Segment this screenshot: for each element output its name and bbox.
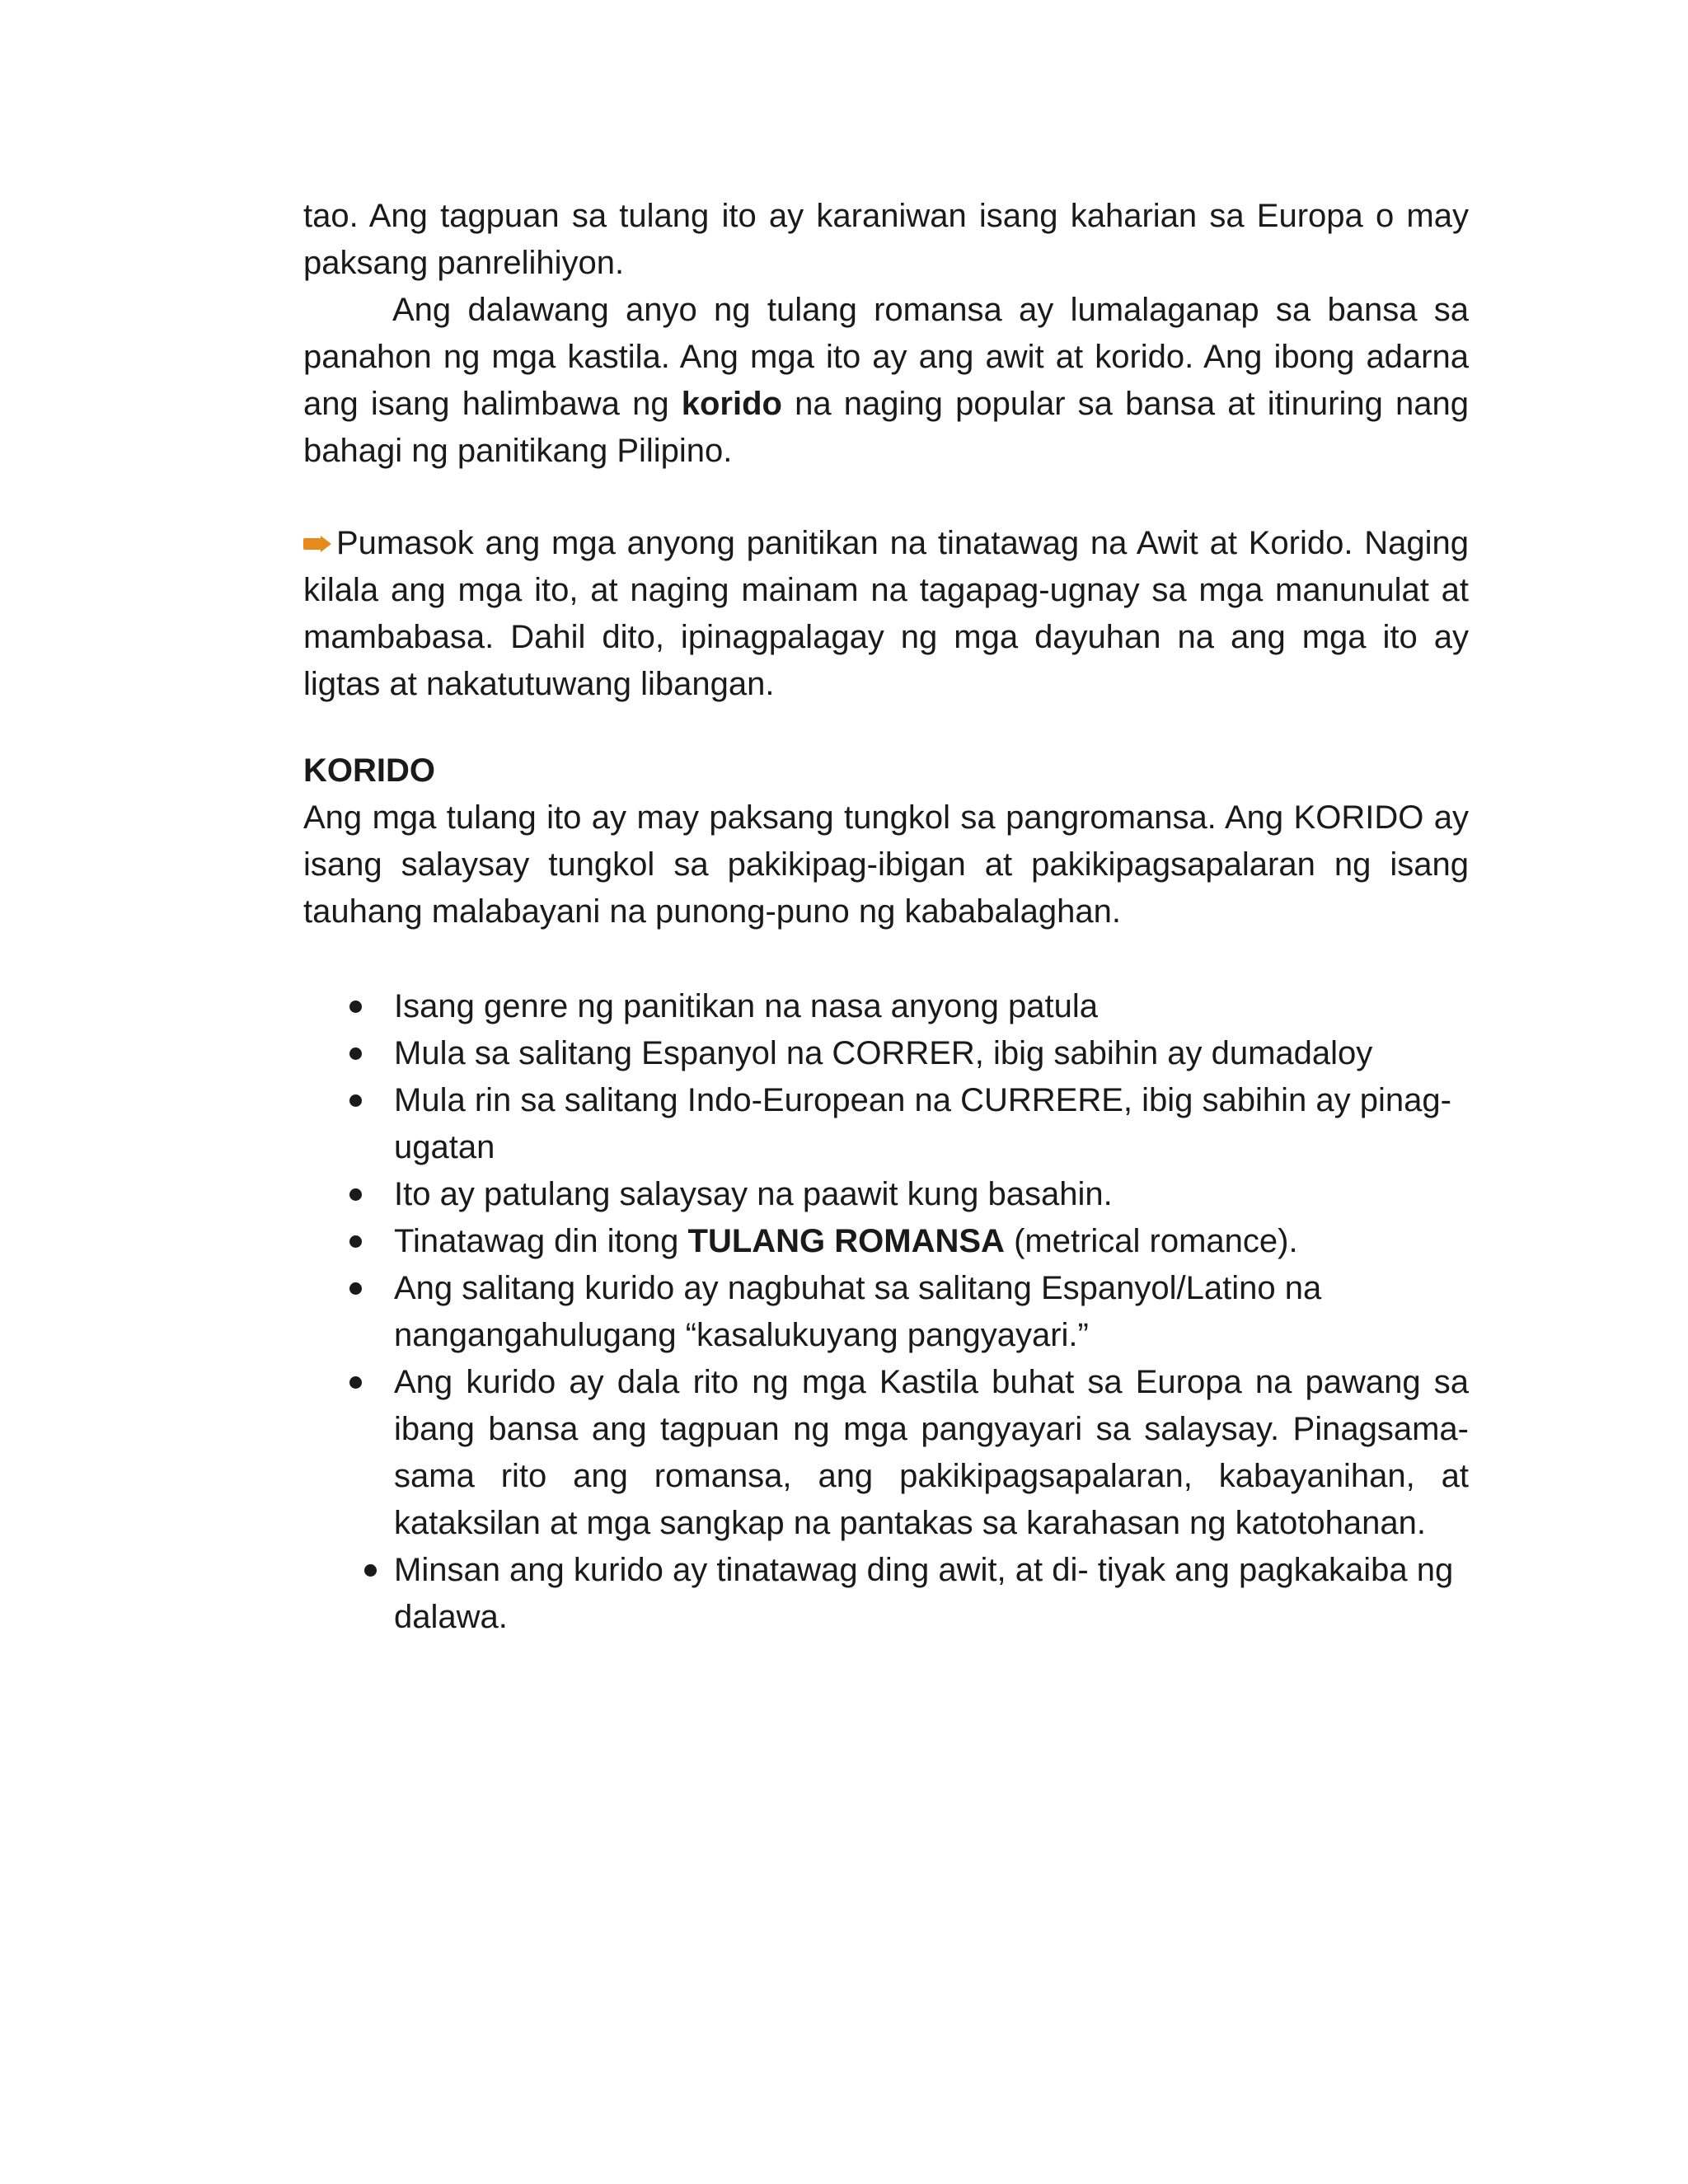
bullet-icon	[349, 1376, 362, 1389]
bullet-icon	[349, 1282, 362, 1295]
list-item	[303, 1265, 1469, 1359]
list-item-text: Mula rin sa salitang Indo-European na CURRERE, ibig sabihin ay pinag-ugatan	[394, 1082, 1451, 1165]
list-item	[303, 1547, 1469, 1641]
tulang-romansa-emphasis: TULANG ROMANSA	[687, 1223, 1005, 1259]
spacer	[303, 935, 1469, 983]
list-item-text: Ang salitang kurido ay nagbuhat sa salitang Espanyol/Latino na nangangahulugang “kasalukuyang pangyayari.”	[394, 1270, 1322, 1353]
bullet-icon	[349, 1047, 362, 1060]
bullet-icon	[349, 1094, 362, 1107]
bullet-icon	[349, 1188, 362, 1201]
korido-emphasis: korido	[681, 386, 782, 422]
list-item-text: Ang kurido ay dala rito ng mga Kastila buhat sa Europa na pawang sa ibang bansa ang tagpuan ng mga pangyayari sa salaysay. Pinagsama-sama rito ang romansa, ang pakikipagsapalaran, kabayanihan, at kataksilan at mga sangkap na pantakas sa karahasan ng katotohanan.	[394, 1364, 1469, 1541]
note-paragraph	[303, 520, 1469, 708]
spacer	[303, 475, 1469, 520]
list-item	[303, 1359, 1469, 1547]
list-item	[303, 1171, 1469, 1218]
bullet-icon	[349, 1001, 362, 1013]
intro-paragraph-1: tao. Ang tagpuan sa tulang ito ay karaniwan isang kaharian sa Europa o may paksang panrelihiyon.	[303, 198, 1469, 281]
list-item	[303, 1218, 1469, 1265]
korido-bullet-list	[303, 983, 1469, 1641]
page-content	[303, 193, 1469, 1641]
list-item	[303, 1030, 1469, 1077]
intro-paragraph-2	[303, 287, 1469, 475]
section-heading: KORIDO	[303, 752, 435, 789]
list-item	[303, 1077, 1469, 1171]
list-item-text: Isang genre ng panitikan na nasa anyong patula	[394, 988, 1099, 1024]
bullet-icon	[364, 1564, 377, 1577]
list-item-text: Tinatawag din itong	[394, 1223, 688, 1259]
list-item-text-end: (metrical romance).	[1004, 1223, 1298, 1259]
list-item-text: Ito ay patulang salaysay na paawit kung basahin.	[394, 1176, 1113, 1212]
korido-definition: Ang mga tulang ito ay may paksang tungkol sa pangromansa. Ang KORIDO ay isang salaysay tungkol sa pakikipag-ibigan at pakikipagsapalaran ng isang tauhang malabayani na punong-puno ng kababalaghan.	[303, 799, 1469, 930]
intro-paragraph-2-end: na naging popular sa bansa at itinuring nang bahagi ng panitikang Pilipino.	[303, 386, 1469, 469]
list-item-text: Minsan ang kurido ay tinatawag ding awit, at di- tiyak ang pagkakaiba ng dalawa.	[394, 1552, 1454, 1635]
spacer	[303, 708, 1469, 748]
list-item-text: Mula sa salitang Espanyol na CORRER, ibig sabihin ay dumadaloy	[394, 1035, 1373, 1071]
bullet-icon	[349, 1235, 362, 1248]
list-item	[303, 983, 1469, 1030]
arrow-icon	[303, 536, 331, 552]
intro-paragraph-2-text: Ang dalawang anyo ng tulang romansa ay lumalaganap sa bansa sa panahon ng mga kastila. Ang mga ito ay ang awit at korido. Ang ibong adarna ang isang halimbawa ng	[303, 292, 1469, 422]
note-text: Pumasok ang mga anyong panitikan na tinatawag na Awit at Korido. Naging kilala ang mga ito, at naging mainam na tagapag-ugnay sa mga manunulat at mambabasa. Dahil dito, ipinagpalagay ng mga dayuhan na ang mga ito ay ligtas at nakatutuwang libangan.	[303, 525, 1469, 702]
